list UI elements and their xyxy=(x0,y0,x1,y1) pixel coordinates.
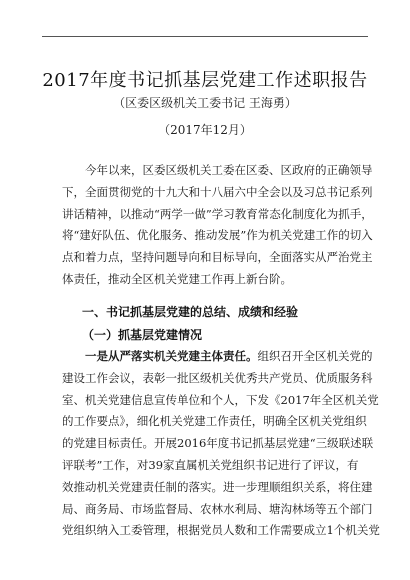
intro-paragraph xyxy=(62,160,373,291)
body-line: 评联考”工作，对39家直属机关党组织书记进行了评议，有 xyxy=(62,457,359,472)
body-first-line xyxy=(62,346,373,368)
intro-line: 体责任，推动全区机关党建工作再上新台阶。 xyxy=(62,271,292,286)
body-lead-sentence: 一是从严落实机关党建主体责任。 xyxy=(85,349,258,363)
header-rule xyxy=(42,36,368,37)
intro-line: 将“建好队伍、优化服务、推动发展”作为机关党建工作的切入 xyxy=(62,228,373,243)
intro-line: 点和着力点，坚持问题导向和目标导向，全面落实从严治党主 xyxy=(62,250,373,265)
body-line: 效推动机关党建责任制的落实。进一步理顺组织关系，将住建 xyxy=(62,479,373,494)
intro-line: 讲话精神，以推动“两学一做”学习教育常态化制度化为抓手， xyxy=(62,206,373,221)
intro-line: 下，全面贯彻党的十九大和十八届六中全会以及习总书记系列 xyxy=(62,184,373,199)
body-paragraph xyxy=(62,346,380,542)
body-line: 局、商务局、市场监督局、农林水利局、塘沟林场等五个部门 xyxy=(62,501,373,516)
report-date: （2017年12月） xyxy=(158,123,252,137)
intro-line: 今年以来，区委区级机关工委在区委、区政府的正确领导 xyxy=(62,163,373,177)
body-line: 的工作要点》，细化机关党建工作责任，明确全区机关党组织 xyxy=(62,414,367,429)
body-first-line-rest: 组织召开全区机关党的 xyxy=(257,349,373,363)
body-line: 的党建目标责任。开展2016年度书记抓基层党建“三级联述联 xyxy=(62,436,374,451)
section-heading: 一、书记抓基层党建的总结、成绩和经验 xyxy=(82,305,299,319)
body-line: 室、机关党建信息宣传单位和个人，下发《2017年全区机关党 xyxy=(62,392,379,407)
report-author-line: （区委区级机关工委书记 王海勇） xyxy=(113,96,297,110)
body-line: 党组织纳入工委管理，根据党员人数和工作需要成立1个机关党 xyxy=(62,523,380,538)
subsection-heading: （一）抓基层党建情况 xyxy=(82,328,203,342)
body-line: 建设工作会议，表彰一批区级机关优秀共产党员、优质服务科 xyxy=(62,370,373,385)
report-title: 2017年度书记抓基层党建工作述职报告 xyxy=(42,70,368,91)
